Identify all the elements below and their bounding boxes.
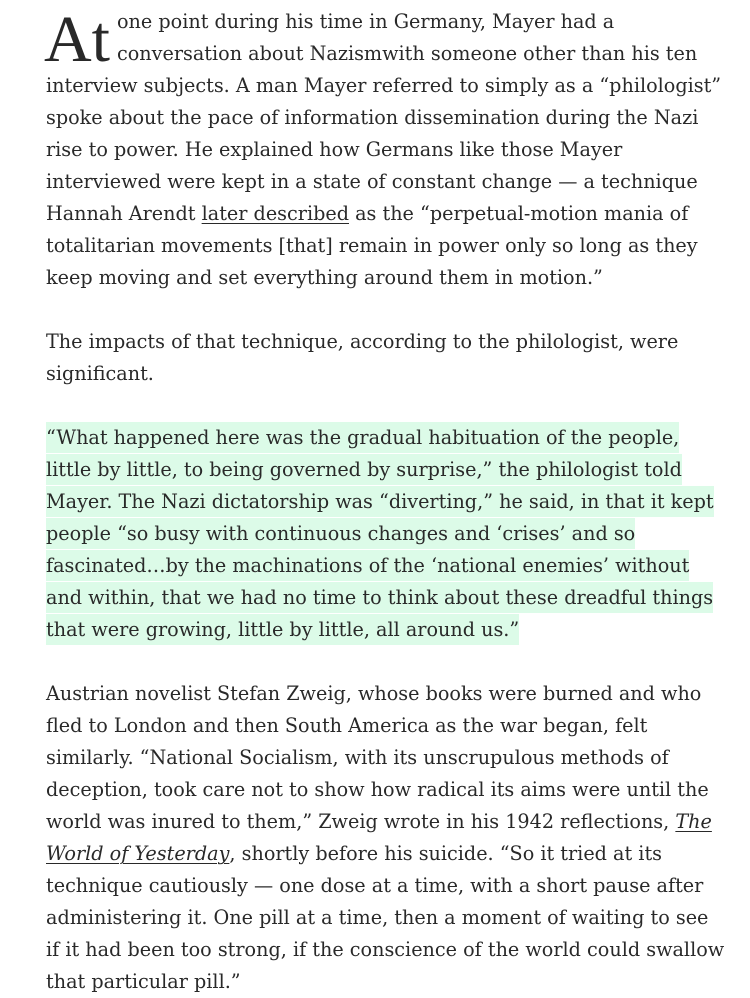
paragraph-quote-highlighted [46, 422, 726, 646]
paragraph-intro-text: one point during his time in Germany, Mayer had a conversation about Nazismwith someone other than his ten interview subjects. A man Mayer referred to simply as a “philologist” spoke about the pace of information dissemination during the Nazi rise to power. He explained how Germans like those Mayer interviewed were kept in a state of constant change — a technique Hannah Arendt [46, 10, 722, 225]
drop-cap: At [44, 3, 110, 76]
paragraph-impacts-text: The impacts of that technique, according to the philologist, were significant. [46, 330, 679, 385]
paragraph-intro [44, 3, 726, 294]
article-body [46, 0, 726, 998]
world-of-yesterday-link[interactable]: The World of Yesterday [46, 810, 712, 865]
paragraph-zweig [46, 678, 726, 998]
later-described-link[interactable]: later described [201, 202, 349, 225]
paragraph-impacts [46, 326, 726, 390]
highlighted-quote[interactable]: “What happened here was the gradual habituation of the people, little by little, to being governed by surprise,” the philologist told Mayer. The Nazi dictatorship was “diverting,” he said, in that it kept people “so busy with continuous changes and ‘crises’ and so fascinated…by the machinations of the ‘national enemies’ without and within, that we had no time to think about these dreadful things that were growing, little by little, all around us.” [46, 422, 714, 645]
paragraph-zweig-text-end: , shortly before his suicide. “So it tried at its technique cautiously — one dose at a time, with a short pause after administering it. One pill at a time, then a moment of waiting to see if it had been too strong, if the conscience of the world could swallow that particular pill.” [46, 842, 725, 993]
paragraph-intro-text-end: as the “perpetual-motion mania of totalitarian movements [that] remain in power only so long as they keep moving and set everything around them in motion.” [46, 202, 698, 289]
paragraph-zweig-text: Austrian novelist Stefan Zweig, whose books were burned and who fled to London and then South America as the war began, felt similarly. “National Socialism, with its unscrupulous methods of deception, took care not to show how radical its aims were until the world was inured to them,” Zweig wrote in his 1942 reflections, [46, 682, 709, 833]
